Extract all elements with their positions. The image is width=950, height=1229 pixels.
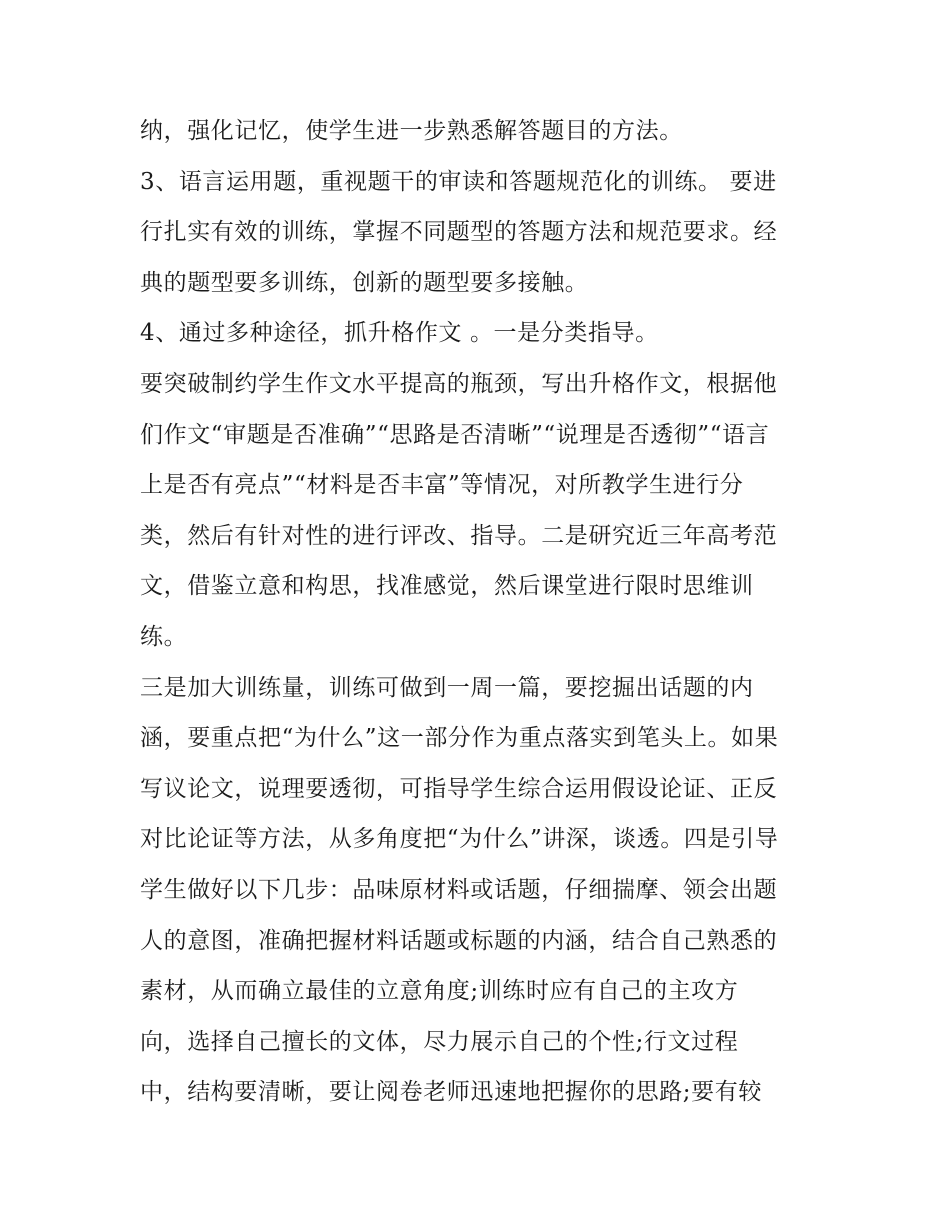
text-line: 文，借鉴立意和构思，找准感觉，然后课堂进行限时思维训 xyxy=(140,573,754,600)
text-line: 3、语言运用题，重视题干的审读和答题规范化的训练。 要进 xyxy=(140,168,777,195)
text-line: 纳，强化记忆，使学生进一步熟悉解答题目的方法。 xyxy=(140,118,683,144)
text-line: 上是否有亮点”“材料是否丰富”等情况，对所教学生进行分 xyxy=(140,472,744,499)
text-line: 4、通过多种途径，抓升格作文 。一是分类指导。 xyxy=(140,320,659,347)
text-line: 类，然后有针对性的进行评改、指导。二是研究近三年高考范 xyxy=(140,522,778,549)
text-line: 三是加大训练量，训练可做到一周一篇，要挖掘出话题的内 xyxy=(140,674,754,701)
body-text xyxy=(140,106,820,1118)
text-line: 行扎实有效的训练，掌握不同题型的答题方法和规范要求。经 xyxy=(140,219,778,246)
text-line: 中，结构要清晰，要让阅卷老师迅速地把握你的思路;要有较 xyxy=(140,1079,762,1106)
text-line: 人的意图，准确把握材料话题或标题的内涵，结合自己熟悉的 xyxy=(140,927,778,954)
text-line: 练。 xyxy=(140,623,188,650)
text-line: 学生做好以下几步：品味原材料或话题，仔细揣摩、领会出题 xyxy=(140,876,778,903)
text-line: 典的题型要多训练，创新的题型要多接触。 xyxy=(140,269,589,296)
text-line: 要突破制约学生作文水平提高的瓶颈，写出升格作文，根据他 xyxy=(140,370,778,397)
text-line: 们作文“审题是否准确”“思路是否清晰”“说理是否透彻”“语言 xyxy=(140,421,770,448)
text-line: 向，选择自己擅长的文体，尽力展示自己的个性;行文过程 xyxy=(140,1028,739,1055)
text-line: 涵，要重点把“为什么”这一部分作为重点落实到笔头上。如果 xyxy=(140,725,779,752)
text-line: 写议论文，说理要透彻，可指导学生综合运用假设论证、正反 xyxy=(140,775,778,802)
text-line: 素材，从而确立最佳的立意角度;训练时应有自己的主攻方 xyxy=(140,978,739,1005)
text-line: 对比论证等方法，从多角度把“为什么”讲深，谈透。四是引导 xyxy=(140,826,779,853)
